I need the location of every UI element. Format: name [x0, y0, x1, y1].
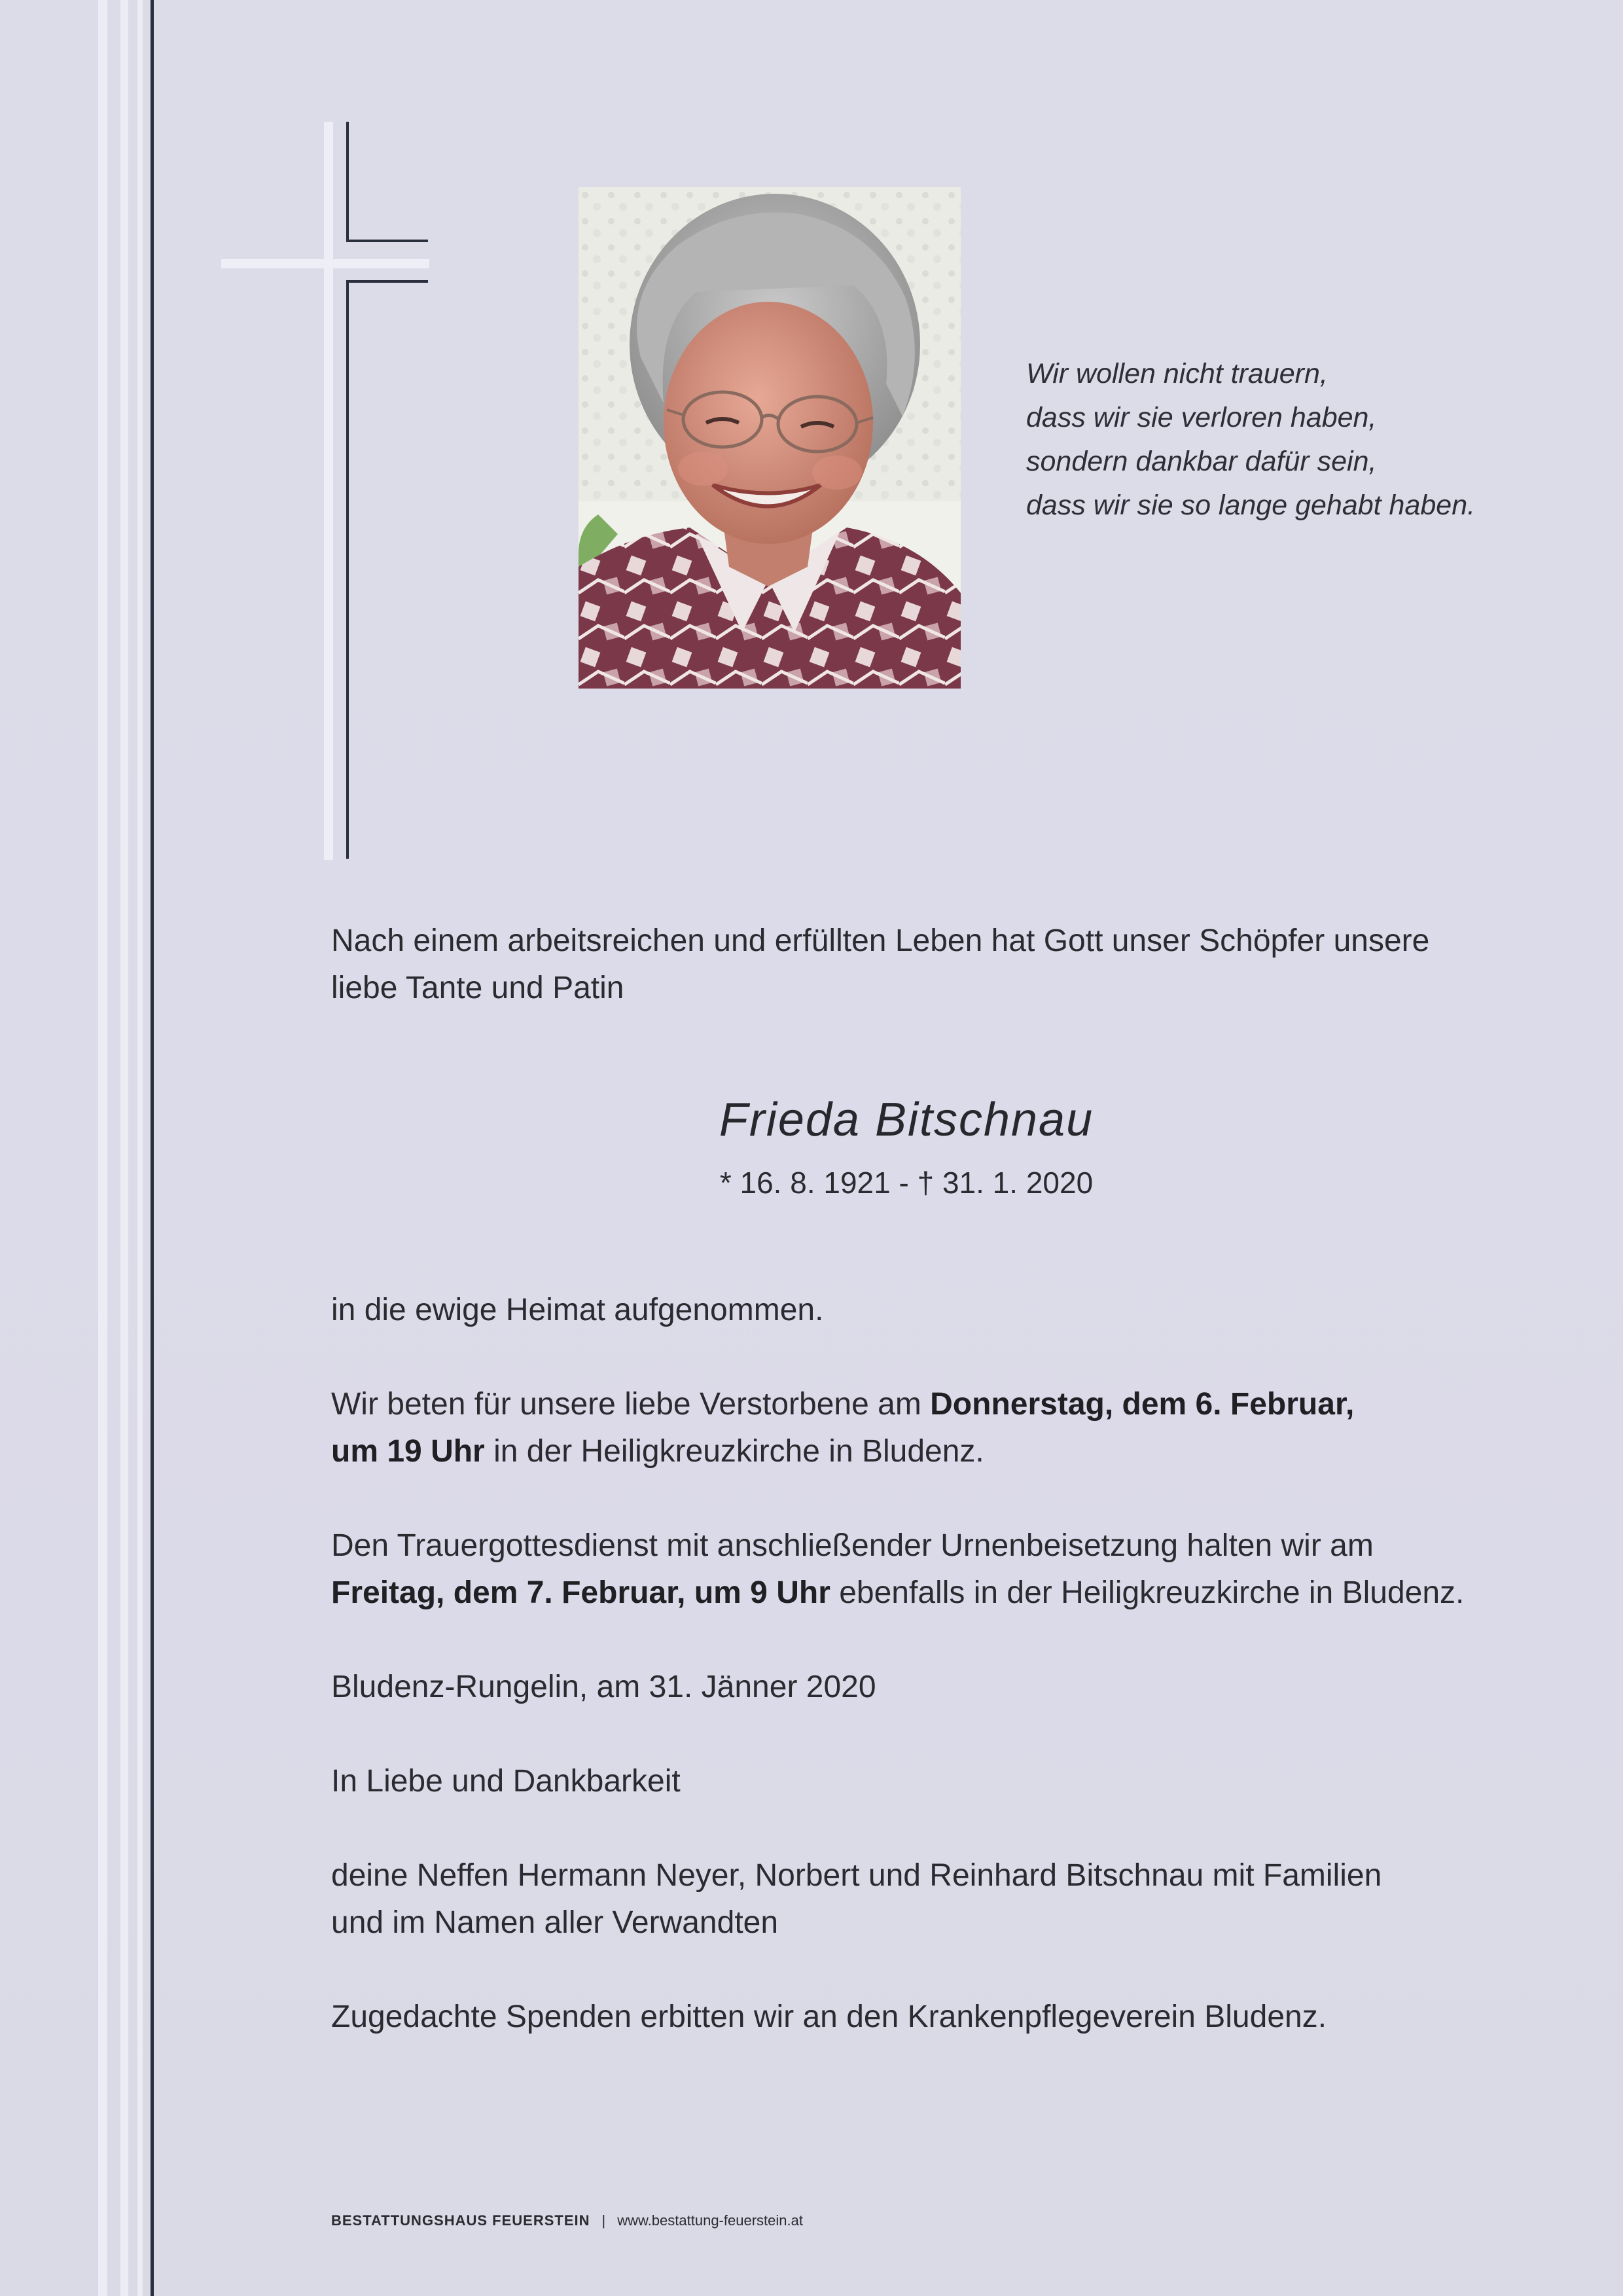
quote-line: Wir wollen nicht trauern,: [1026, 358, 1328, 389]
service-location: ebenfalls in der Heiligkreuzkirche in Bludenz.: [830, 1575, 1465, 1610]
family-line-2: und im Namen aller Verwandten: [331, 1905, 779, 1940]
prayer-text: Wir beten für unsere liebe Verstorbene am: [331, 1387, 931, 1422]
memorial-quote: [1026, 352, 1475, 528]
donation-note: Zugedachte Spenden erbitten wir an den Krankenpflegeverein Bludenz.: [331, 2000, 1327, 2034]
place-and-date: Bludenz-Rungelin, am 31. Jänner 2020: [331, 1670, 876, 1704]
footer: [331, 2212, 803, 2229]
family-signature: [331, 1852, 1382, 1946]
service-date-time: Freitag, dem 7. Februar, um 9 Uhr: [331, 1575, 830, 1610]
service-line-1: Den Trauergottesdienst mit anschließender Urnenbeisetzung halten wir am: [331, 1528, 1374, 1563]
prayer-date: Donnerstag, dem 6. Februar,: [930, 1387, 1355, 1422]
intro-line-2: liebe Tante und Patin: [331, 971, 624, 1005]
decorative-stripe-light-3: [137, 0, 143, 2296]
footer-separator: |: [601, 2212, 606, 2229]
funeral-home-name: BESTATTUNGSHAUS FEUERSTEIN: [331, 2212, 590, 2229]
quote-line: sondern dankbar dafür sein,: [1026, 446, 1377, 477]
decorative-stripe-dark: [151, 0, 154, 2296]
quote-line: dass wir sie verloren haben,: [1026, 402, 1377, 433]
quote-line: dass wir sie so lange gehabt haben.: [1026, 490, 1476, 521]
funeral-home-website[interactable]: www.bestattung-feuerstein.at: [617, 2212, 803, 2229]
decorative-stripe-light-1: [98, 0, 107, 2296]
portrait-photo: [579, 187, 961, 689]
intro-line-1: Nach einem arbeitsreichen und erfüllten Leben hat Gott unser Schöpfer unsere: [331, 924, 1430, 958]
decorative-stripe-light-2: [120, 0, 128, 2296]
prayer-location: in der Heiligkreuzkirche in Bludenz.: [484, 1434, 984, 1469]
eternal-home-line: in die ewige Heimat aufgenommen.: [331, 1293, 824, 1327]
deceased-name: Frieda Bitschnau: [719, 1094, 1094, 1146]
life-dates: * 16. 8. 1921 - † 31. 1. 2020: [719, 1166, 1094, 1200]
prayer-paragraph: [331, 1381, 1354, 1475]
closing-line: In Liebe und Dankbarkeit: [331, 1764, 681, 1799]
intro-paragraph: [331, 918, 1429, 1012]
funeral-service-paragraph: [331, 1522, 1464, 1617]
family-line-1: deine Neffen Hermann Neyer, Norbert und Reinhard Bitschnau mit Familien: [331, 1858, 1382, 1893]
prayer-time: um 19 Uhr: [331, 1434, 485, 1469]
cross-icon: [216, 118, 438, 864]
